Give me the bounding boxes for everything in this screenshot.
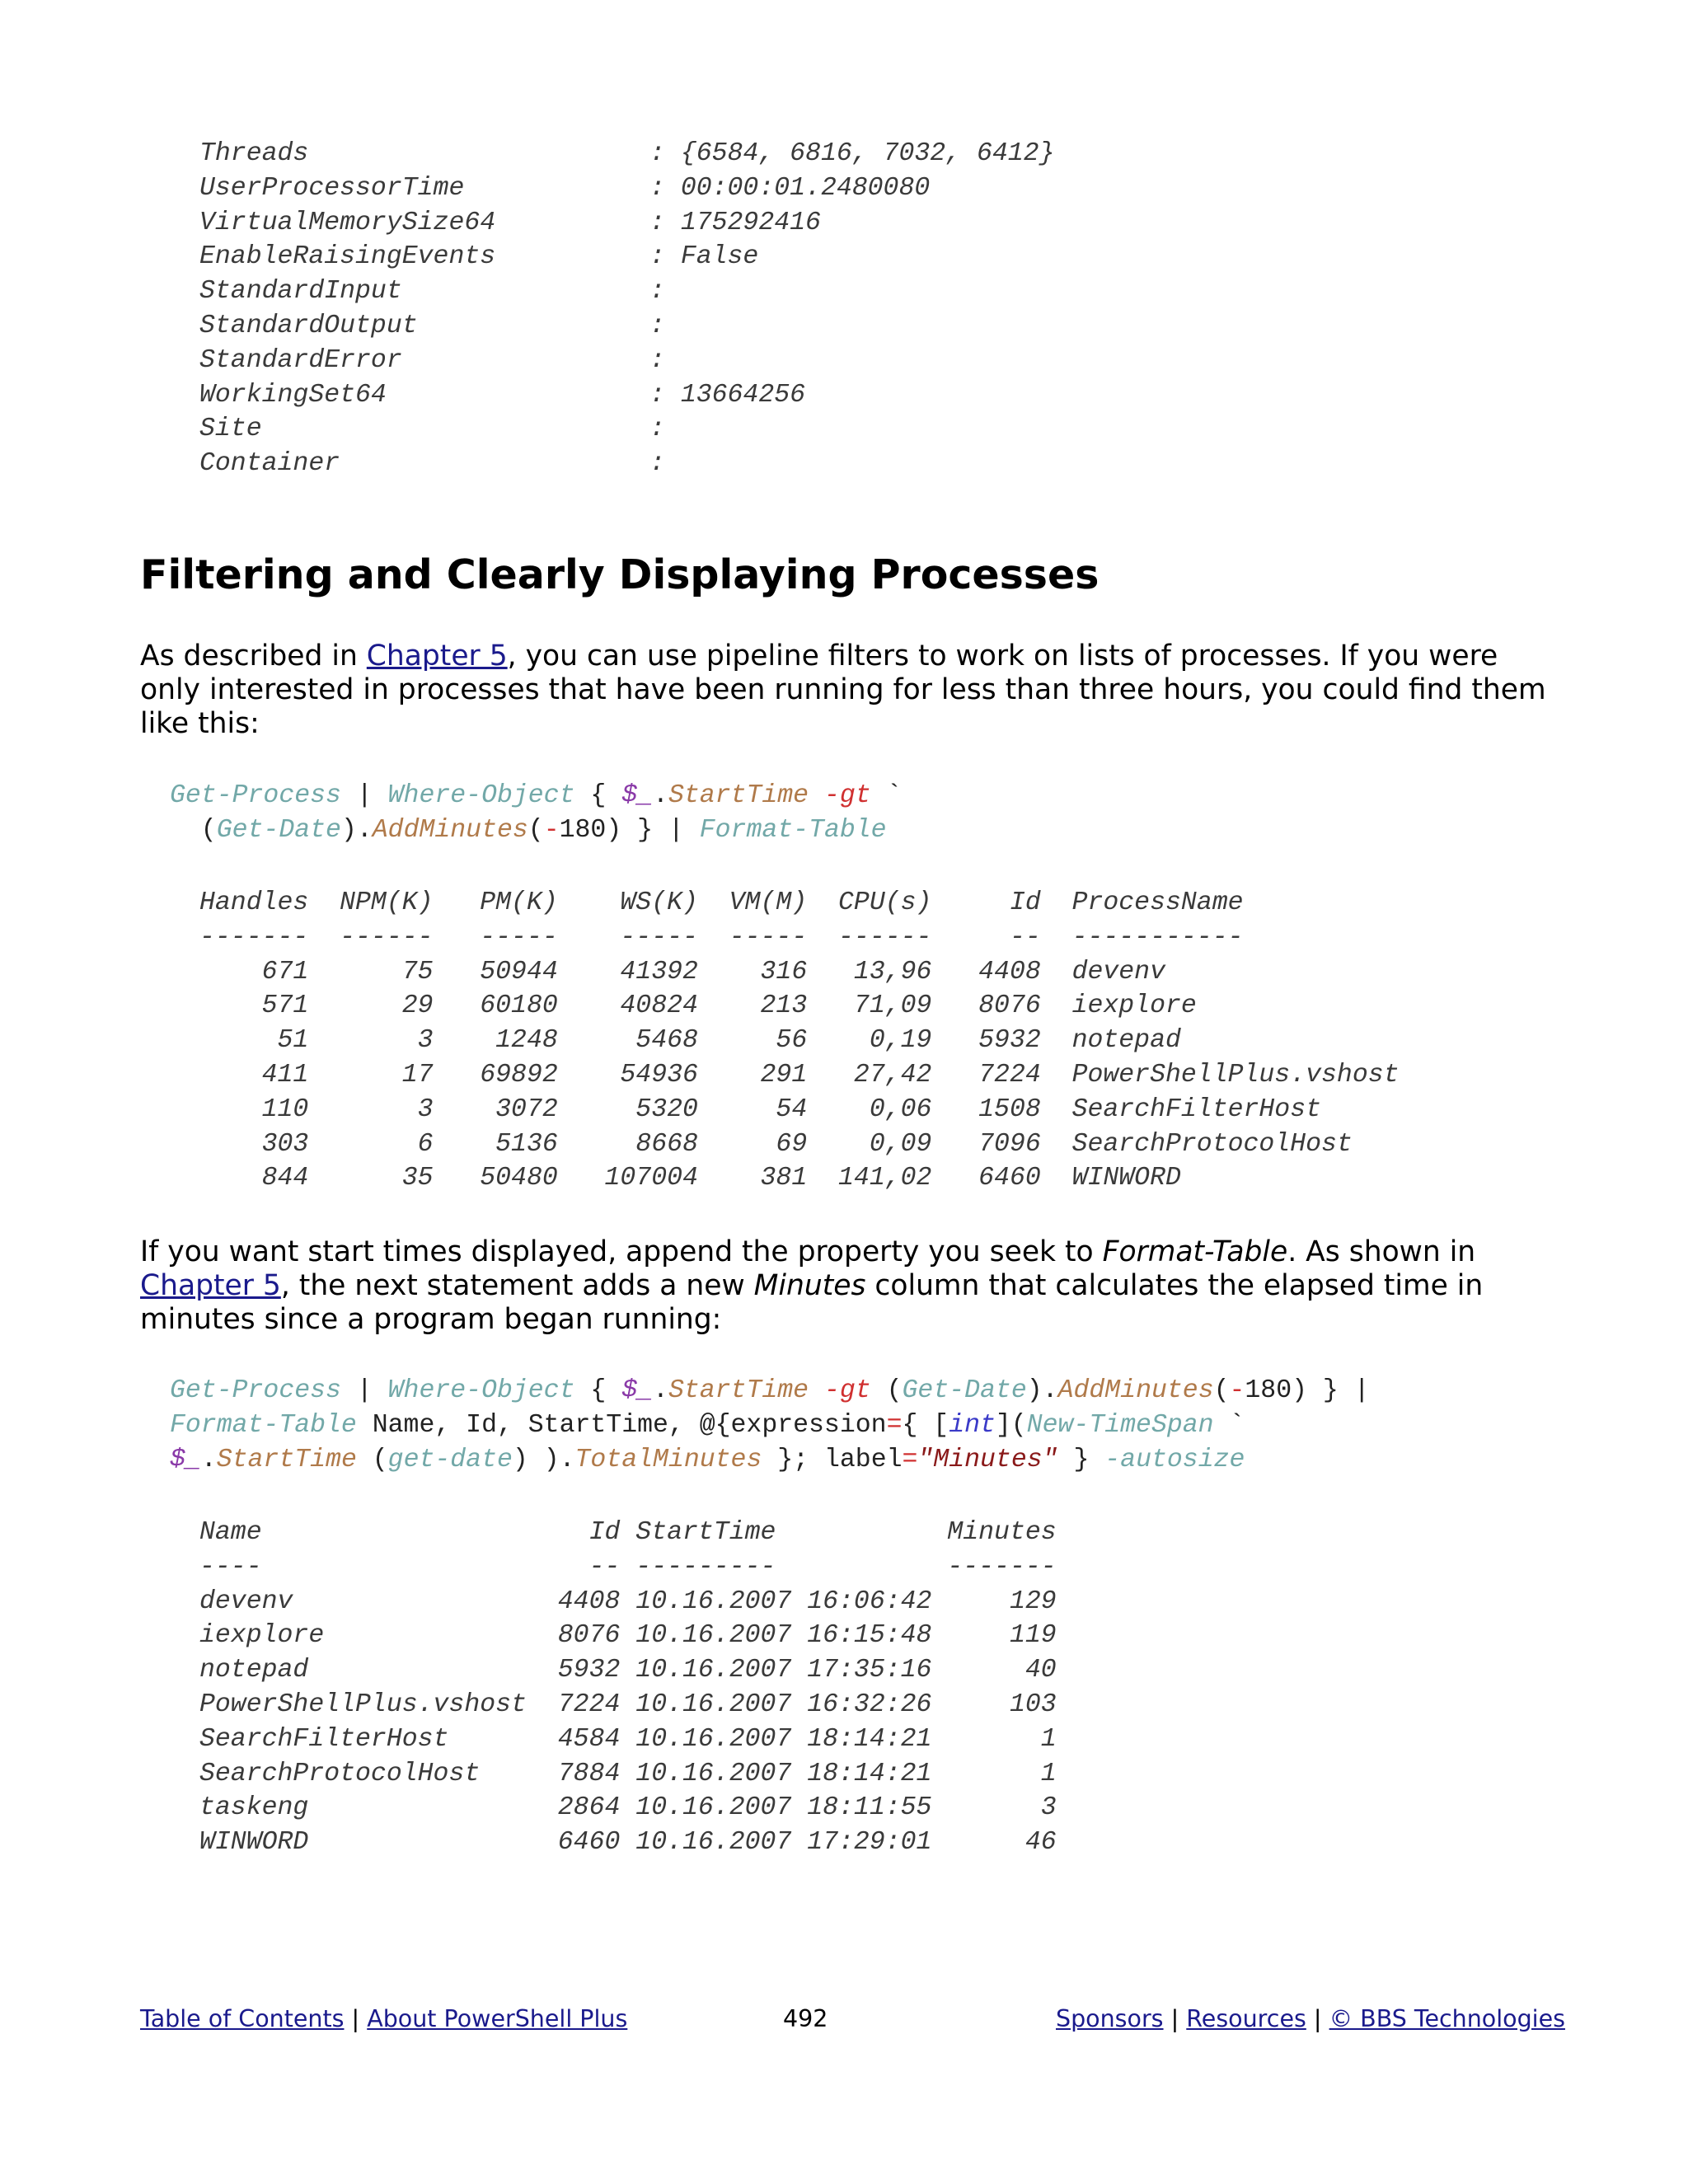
parameter-token: -autosize [1104, 1445, 1245, 1474]
table-row: taskeng 2864 10.16.2007 18:11:55 3 [199, 1793, 1057, 1823]
property-listing [199, 137, 1055, 481]
footer-right [1056, 2004, 1565, 2034]
property-value: : 13664256 [649, 380, 806, 410]
table-separator: ------- ------ ----- ----- ----- ------ -- ----------- [199, 922, 1244, 952]
starttime-table-output [199, 1516, 1057, 1860]
property-row [199, 309, 1055, 344]
property-row [199, 378, 1055, 413]
property-token: StartTime [668, 1376, 809, 1405]
table-row: 51 3 1248 5468 56 0,19 5932 notepad [199, 1026, 1181, 1056]
intro-paragraph [140, 640, 1550, 741]
table-header: Name Id StartTime Minutes [199, 1518, 1057, 1547]
footer-separator: | [1306, 2005, 1329, 2032]
paragraph-text: , you can use pipeline filters to work on lists of processes. If you were only interested in processes that have been running for less than three hours, you could find them like this: [140, 640, 1546, 740]
property-name: EnableRaisingEvents [199, 242, 496, 272]
paren-token: ( [1213, 1376, 1230, 1405]
property-value-text: 00:00:01.2480080 [680, 173, 931, 203]
property-name: StandardOutput [199, 311, 418, 340]
equals-token: = [902, 1445, 918, 1474]
table-row: SearchFilterHost 4584 10.16.2007 18:14:21 1 [199, 1724, 1057, 1754]
cmdlet-token: Format-Table [699, 815, 887, 845]
dot-token: . [653, 1376, 668, 1405]
property-table [199, 137, 1055, 481]
table-row: WINWORD 6460 10.16.2007 17:29:01 46 [199, 1828, 1057, 1858]
cmdlet-token: New-TimeSpan [1026, 1410, 1214, 1440]
footer-left [140, 2004, 627, 2034]
paren-token: ). [340, 815, 373, 845]
property-name: StandardError [199, 345, 402, 375]
variable-token: $_ [621, 1376, 654, 1405]
cmdlet-token: get-date [387, 1445, 513, 1474]
operator-token: -gt [809, 1376, 871, 1405]
brace-token: } [1057, 1445, 1105, 1474]
property-row [199, 412, 1055, 447]
chapter-5-link[interactable]: Chapter 5 [140, 1269, 281, 1302]
paren-token: ( [528, 815, 544, 845]
type-token: int [949, 1410, 996, 1440]
cmdlet-token: Get-Date [902, 1376, 1027, 1405]
brace-token: { [ [902, 1410, 950, 1440]
second-paragraph [140, 1235, 1550, 1337]
about-powershell-plus-link[interactable]: About PowerShell Plus [367, 2005, 628, 2032]
bracket-token: ]( [995, 1410, 1027, 1440]
table-row: 411 17 69892 54936 291 27,42 7224 PowerShellPlus.vshost [199, 1060, 1400, 1090]
table-row: devenv 4408 10.16.2007 16:06:42 129 [199, 1586, 1057, 1616]
variable-token: $_ [621, 781, 654, 810]
cmdlet-token: Get-Date [216, 815, 341, 845]
method-token: AddMinutes [1057, 1376, 1214, 1405]
sponsors-link[interactable]: Sponsors [1056, 2005, 1164, 2032]
table-of-contents-link[interactable]: Table of Contents [140, 2005, 345, 2032]
property-row [199, 171, 1055, 206]
pipe-token: | [340, 781, 388, 810]
table-separator: ---- -- --------- ------- [199, 1552, 1057, 1582]
chapter-5-link[interactable]: Chapter 5 [366, 640, 508, 673]
property-row [199, 447, 1055, 481]
process-table-output [199, 886, 1400, 1196]
property-value-text: {6584, 6816, 7032, 6412} [680, 139, 1055, 168]
property-value: : {6584, 6816, 7032, 6412} [649, 139, 1055, 168]
property-name: Threads [199, 139, 309, 168]
pipe-token: | [340, 1376, 388, 1405]
cmdlet-token: Where-Object [387, 1376, 575, 1405]
minus-token: - [1229, 1376, 1245, 1405]
cmdlet-token: Get-Process [170, 781, 341, 810]
paren-token: ( [356, 1445, 388, 1474]
footer-separator: | [1163, 2005, 1187, 2032]
brace-token: { [574, 1376, 622, 1405]
table-row: SearchProtocolHost 7884 10.16.2007 18:14:21 1 [199, 1759, 1057, 1788]
brace-token: { [574, 781, 622, 810]
property-value-text: False [680, 242, 759, 272]
property-name: UserProcessorTime [199, 173, 465, 203]
property-token: StartTime [216, 1445, 357, 1474]
property-value: : [649, 277, 681, 307]
resources-link[interactable]: Resources [1186, 2005, 1306, 2032]
backtick-token: ` [1213, 1410, 1245, 1440]
label-token: }; label [762, 1445, 903, 1474]
property-row [199, 206, 1055, 241]
property-row [199, 137, 1055, 171]
property-value: : [649, 345, 681, 375]
property-row [199, 274, 1055, 309]
table-row: notepad 5932 10.16.2007 17:35:16 40 [199, 1656, 1057, 1685]
property-row [199, 240, 1055, 274]
property-value: : [649, 449, 681, 479]
method-token: AddMinutes [372, 815, 528, 845]
number-token: 180) } | [559, 815, 700, 845]
variable-token: $_ [170, 1445, 201, 1474]
number-token: 180) } | [1245, 1376, 1370, 1405]
table-header: Handles NPM(K) PM(K) WS(K) VM(M) CPU(s) Id ProcessName [199, 888, 1244, 917]
table-row: iexplore 8076 10.16.2007 16:15:48 119 [199, 1621, 1057, 1651]
cmdlet-token: Format-Table [170, 1410, 357, 1440]
emphasis-text: Format-Table [1102, 1235, 1288, 1268]
table-row: 671 75 50944 41392 316 13,96 4408 devenv [199, 957, 1165, 987]
paragraph-text: . As shown in [1287, 1235, 1476, 1268]
code-example-2 [170, 1374, 1370, 1477]
property-name: Site [199, 415, 262, 444]
dot-token: . [200, 1445, 217, 1474]
code-example-1 [170, 779, 903, 848]
cmdlet-token: Where-Object [387, 781, 575, 810]
paren-token: ( [870, 1376, 903, 1405]
property-value-text: 13664256 [680, 380, 806, 410]
cmdlet-token: Get-Process [170, 1376, 341, 1405]
page-number: 492 [783, 2005, 828, 2032]
paragraph-text: , the next statement adds a new [280, 1269, 754, 1302]
property-row [199, 344, 1055, 378]
paren-token: ( [170, 815, 217, 845]
paren-token: ). [1026, 1376, 1058, 1405]
table-row: 844 35 50480 107004 381 141,02 6460 WINWORD [199, 1164, 1181, 1193]
property-name: Container [199, 449, 340, 479]
dot-token: . [653, 781, 668, 810]
property-value: : [649, 311, 681, 340]
paragraph-text: column that calculates the elapsed time in minutes since a program began running: [140, 1269, 1484, 1336]
property-name: StandardInput [199, 277, 402, 307]
property-token: TotalMinutes [574, 1445, 762, 1474]
property-name: WorkingSet64 [199, 380, 387, 410]
arguments-token: Name, Id, StartTime, @{expression [356, 1410, 887, 1440]
string-token: "Minutes" [917, 1445, 1058, 1474]
emphasis-text: Minutes [753, 1269, 866, 1302]
paragraph-text: As described in [140, 640, 367, 673]
minus-token: - [543, 815, 560, 845]
operator-token: -gt [809, 781, 871, 810]
property-value: : False [649, 242, 759, 272]
property-name: VirtualMemorySize64 [199, 208, 496, 237]
paren-token: ) ). [512, 1445, 575, 1474]
property-value-text: 175292416 [680, 208, 821, 237]
section-heading: Filtering and Clearly Displaying Processes [140, 551, 1100, 598]
backtick-token: ` [870, 781, 903, 810]
property-token: StartTime [668, 781, 809, 810]
footer-separator: | [344, 2005, 368, 2032]
property-value: : 00:00:01.2480080 [649, 173, 931, 203]
equals-token: = [886, 1410, 903, 1440]
table-row: 110 3 3072 5320 54 0,06 1508 SearchFilterHost [199, 1094, 1322, 1124]
property-value: : 175292416 [649, 208, 821, 237]
table-row: 571 29 60180 40824 213 71,09 8076 iexplore [199, 991, 1197, 1021]
property-value: : [649, 415, 681, 444]
bbs-technologies-link[interactable]: © BBS Technologies [1329, 2005, 1565, 2032]
table-row: PowerShellPlus.vshost 7224 10.16.2007 16:32:26 103 [199, 1690, 1057, 1719]
table-row: 303 6 5136 8668 69 0,09 7096 SearchProtocolHost [199, 1129, 1353, 1159]
paragraph-text: If you want start times displayed, append the property you seek to [140, 1235, 1103, 1268]
